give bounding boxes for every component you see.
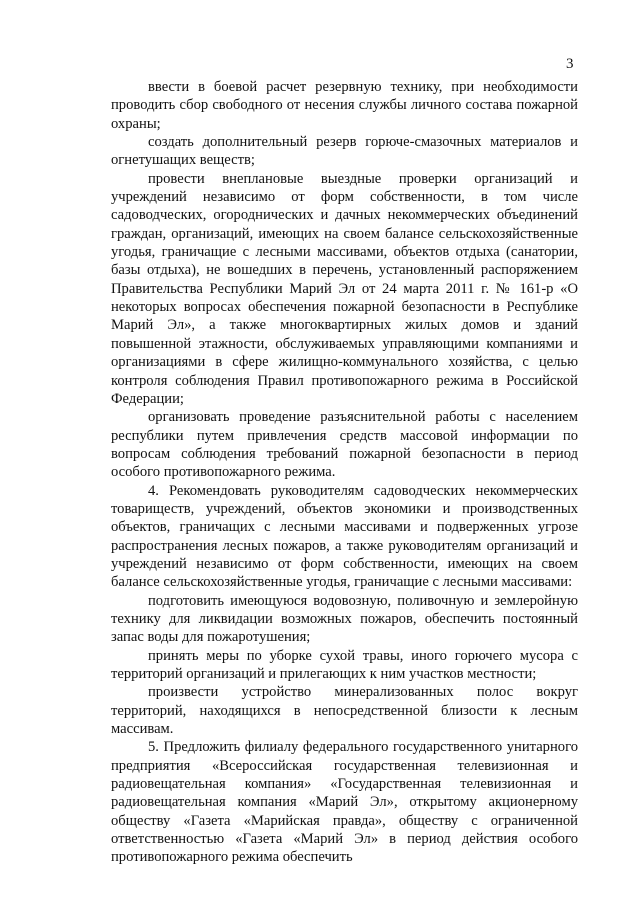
paragraph-unscheduled-inspections: провести внеплановые выездные проверки организаций и учреждений независимо от форм собственности, в том числе садоводческих, огороднических и дачных некоммерческих объединений граждан, организаций, имеющих на своем балансе сельскохозяйственные угодья, граничащие с лесными массивами, объектов отдыха (санатории, базы отдыха), не вошедших в перечень, установленный распоряжением Правительства Республики Марий Эл от 24 марта 2011 г. № 161-р «О некоторых вопросах обеспечения пожарной безопасности в Республике Марий Эл», а также многоквартирных жилых домов и зданий повышенной этажности, обслуживаемых управляющими компаниями и организациями в сфере жилищно-коммунального хозяйства, с целью контроля соблюдения Правил противопожарного режима в Российской Федерации;: [111, 170, 578, 407]
paragraph-reserve-equipment: ввести в боевой расчет резервную технику, при необходимости проводить сбор свободного от несения службы личного состава пожарной охраны;: [111, 79, 578, 132]
paragraph-mineralized-strips: произвести устройство минерализованных полос вокруг территорий, находящихся в непосредственной близости к лесным массивам.: [111, 684, 578, 738]
document-body: [111, 78, 578, 867]
paragraph-prepare-equipment: подготовить имеющуюся водовозную, поливочную и землеройную технику для ликвидации возможных пожаров, обеспечить постоянный запас воды для пожаротушения;: [111, 592, 578, 646]
paragraph-public-outreach: организовать проведение разъяснительной работы с населением республики путем привлечения средств массовой информации по вопросам соблюдения требований пожарной безопасности в период особого противопожарного режима.: [111, 409, 578, 481]
paragraph-item-5-proposal: 5. Предложить филиалу федерального государственного унитарного предприятия «Всероссийская государственная телевизионная и радиовещательная компания» «Государственная телевизионная и радиовещательная компания «Марий Эл», открытому акционерному обществу «Газета «Марийская правда», обществу с ограниченной ответственностью «Газета «Марий Эл» в период действия особого противопожарного режима обеспечить: [111, 739, 578, 866]
paragraph-item-4-recommendation: 4. Рекомендовать руководителям садоводческих некоммерческих товариществ, учреждений, объектов экономики и производственных объектов, граничащих с лесными массивами и подверженных угрозе распространения лесных пожаров, а также руководителям организаций и учреждений независимо от форм собственности, имеющих на своем балансе сельскохозяйственные угодья, граничащие с лесными массивами:: [111, 482, 578, 591]
paragraph-clear-dry-grass: принять меры по уборке сухой травы, иного горючего мусора с территорий организаций и прилегающих к ним участков местности;: [111, 647, 578, 682]
paragraph-fuel-reserve: создать дополнительный резерв горюче-смазочных материалов и огнетушащих веществ;: [111, 134, 578, 169]
page-number: 3: [566, 56, 574, 72]
